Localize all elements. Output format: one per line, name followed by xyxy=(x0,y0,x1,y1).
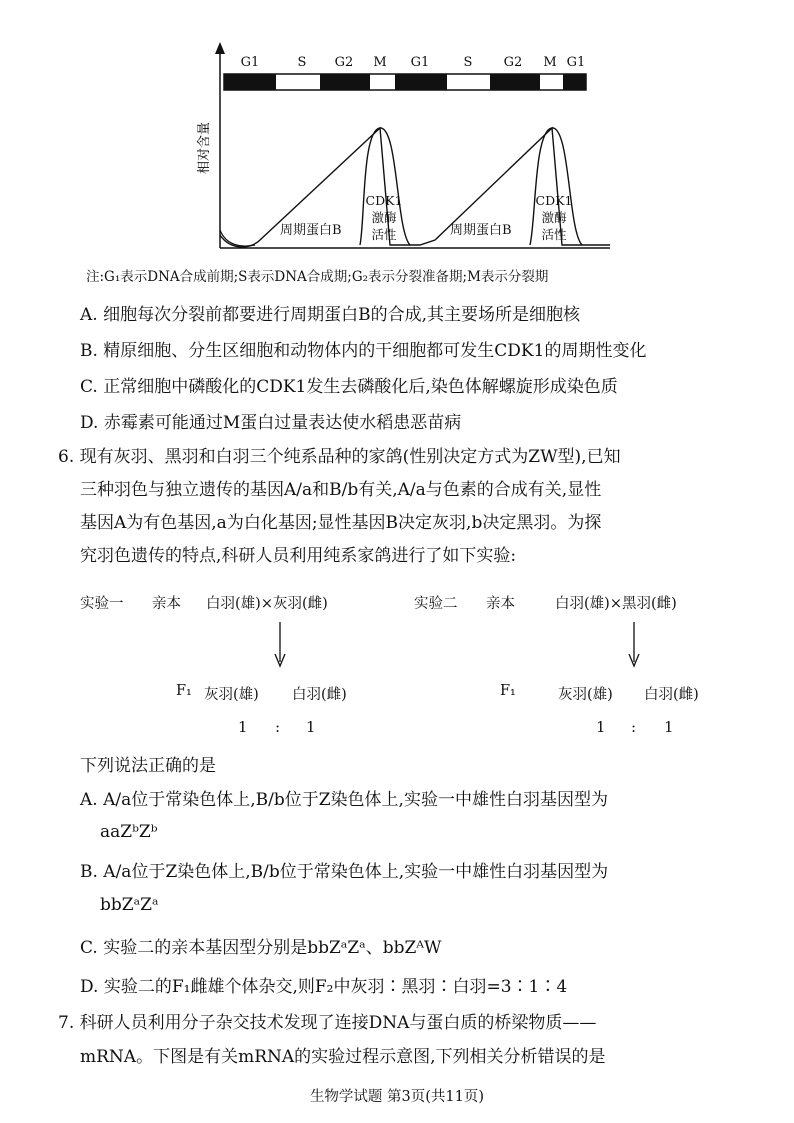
q7-stem-line: mRNA。下图是有关mRNA的实验过程示意图,下列相关分析错误的是 xyxy=(80,1047,606,1067)
phase-label: S xyxy=(297,55,307,70)
q5-option-a: A. 细胞每次分裂前都要进行周期蛋白B的合成,其主要场所是细胞核 xyxy=(80,305,580,325)
q6-prompt: 下列说法正确的是 xyxy=(80,756,216,776)
q6-option-d: D. 实验二的F₁雌雄个体杂交,则F₂中灰羽∶黑羽∶白羽=3∶1∶4 xyxy=(80,977,568,997)
exp2-parent-label: 亲本 xyxy=(486,596,515,612)
exp1-parent-label: 亲本 xyxy=(152,596,181,612)
y-axis-arrow xyxy=(215,42,225,54)
q6-stem-line: 基因A为有色基因,a为白化基因;显性基因B决定灰羽,b决定黑羽。为探 xyxy=(80,513,602,533)
y-axis-label: 相对含量 xyxy=(197,121,212,175)
q6-stem-line: 究羽色遗传的特点,科研人员利用纯系家鸽进行了如下实验: xyxy=(80,546,517,566)
exp2-f1-a: 灰羽(雄) xyxy=(558,687,613,703)
q6-option-b: B. A/a位于Z染色体上,B/b位于常染色体上,实验一中雄性白羽基因型为 xyxy=(80,862,609,882)
cdk1-label: CDK1 xyxy=(365,193,403,208)
exp2-f1-label: F₁ xyxy=(500,683,516,699)
page-footer: 生物学试题 第3页(共11页) xyxy=(309,1089,485,1105)
q5-option-c: C. 正常细胞中磷酸化的CDK1发生去磷酸化后,染色体解螺旋形成染色质 xyxy=(80,377,618,397)
cdk1-label: 激酶 xyxy=(541,210,567,225)
exp1-title: 实验一 xyxy=(80,596,124,612)
phase-label: G1 xyxy=(410,55,430,70)
exp1-f1-b: 白羽(雌) xyxy=(292,687,347,703)
exp2-ratio-b: 1 xyxy=(664,718,674,736)
exp1-ratio-sep: : xyxy=(275,718,281,736)
phase-label: S xyxy=(463,55,473,70)
exp2-ratio-sep: : xyxy=(631,718,637,736)
q6-option-b-genotype: bbZᵃZᵃ xyxy=(100,895,159,915)
exp1-f1-label: F₁ xyxy=(176,683,192,699)
figure-note: 注:G₁表示DNA合成前期;S表示DNA合成期;G₂表示分裂准备期;M表示分裂期 xyxy=(86,269,549,285)
phase-label: G2 xyxy=(334,55,354,70)
cdk1-label: 活性 xyxy=(371,227,397,242)
exp2-f1-b: 白羽(雌) xyxy=(644,687,699,703)
cell-cycle-figure xyxy=(197,40,620,255)
q6-stem-line: 6. 现有灰羽、黑羽和白羽三个纯系品种的家鸽(性别决定方式为ZW型),已知 xyxy=(58,447,621,467)
exp1-ratio-b: 1 xyxy=(306,718,316,736)
phase-label: G1 xyxy=(566,55,586,70)
exp2-ratio-a: 1 xyxy=(596,718,606,736)
exp1-arrow xyxy=(272,622,288,668)
q6-option-a: A. A/a位于常染色体上,B/b位于Z染色体上,实验一中雄性白羽基因型为 xyxy=(80,790,608,810)
exp2-title: 实验二 xyxy=(414,596,458,612)
q5-option-b: B. 精原细胞、分生区细胞和动物体内的干细胞都可发生CDK1的周期性变化 xyxy=(80,341,647,361)
q7-stem-line: 7. 科研人员利用分子杂交技术发现了连接DNA与蛋白质的桥梁物质—— xyxy=(58,1013,597,1033)
q5-option-d: D. 赤霉素可能通过M蛋白过量表达使水稻患恶苗病 xyxy=(80,413,462,433)
phase-label: G1 xyxy=(240,55,260,70)
q6-option-c: C. 实验二的亲本基因型分别是bbZᵃZᵃ、bbZᴬW xyxy=(80,938,442,958)
q6-stem-line: 三种羽色与独立遗传的基因A/a和B/b有关,A/a与色素的合成有关,显性 xyxy=(80,480,602,500)
cdk1-label: CDK1 xyxy=(535,193,573,208)
cdk1-label: 活性 xyxy=(541,227,567,242)
cdk1-label: 激酶 xyxy=(371,210,397,225)
phase-label: M xyxy=(373,55,387,70)
phase-bar xyxy=(224,74,586,90)
exp2-arrow xyxy=(626,622,642,668)
cyclin-b-label: 周期蛋白B xyxy=(450,223,512,238)
exp1-f1-a: 灰羽(雄) xyxy=(204,687,259,703)
exp1-cross: 白羽(雄)×灰羽(雌) xyxy=(206,596,328,612)
phase-label: G2 xyxy=(503,55,523,70)
exp2-cross: 白羽(雄)×黑羽(雌) xyxy=(555,596,677,612)
cyclin-b-label: 周期蛋白B xyxy=(280,223,342,238)
q6-option-a-genotype: aaZᵇZᵇ xyxy=(100,822,158,842)
exp1-ratio-a: 1 xyxy=(238,718,248,736)
baseline-dip xyxy=(220,230,255,246)
phase-label: M xyxy=(543,55,557,70)
